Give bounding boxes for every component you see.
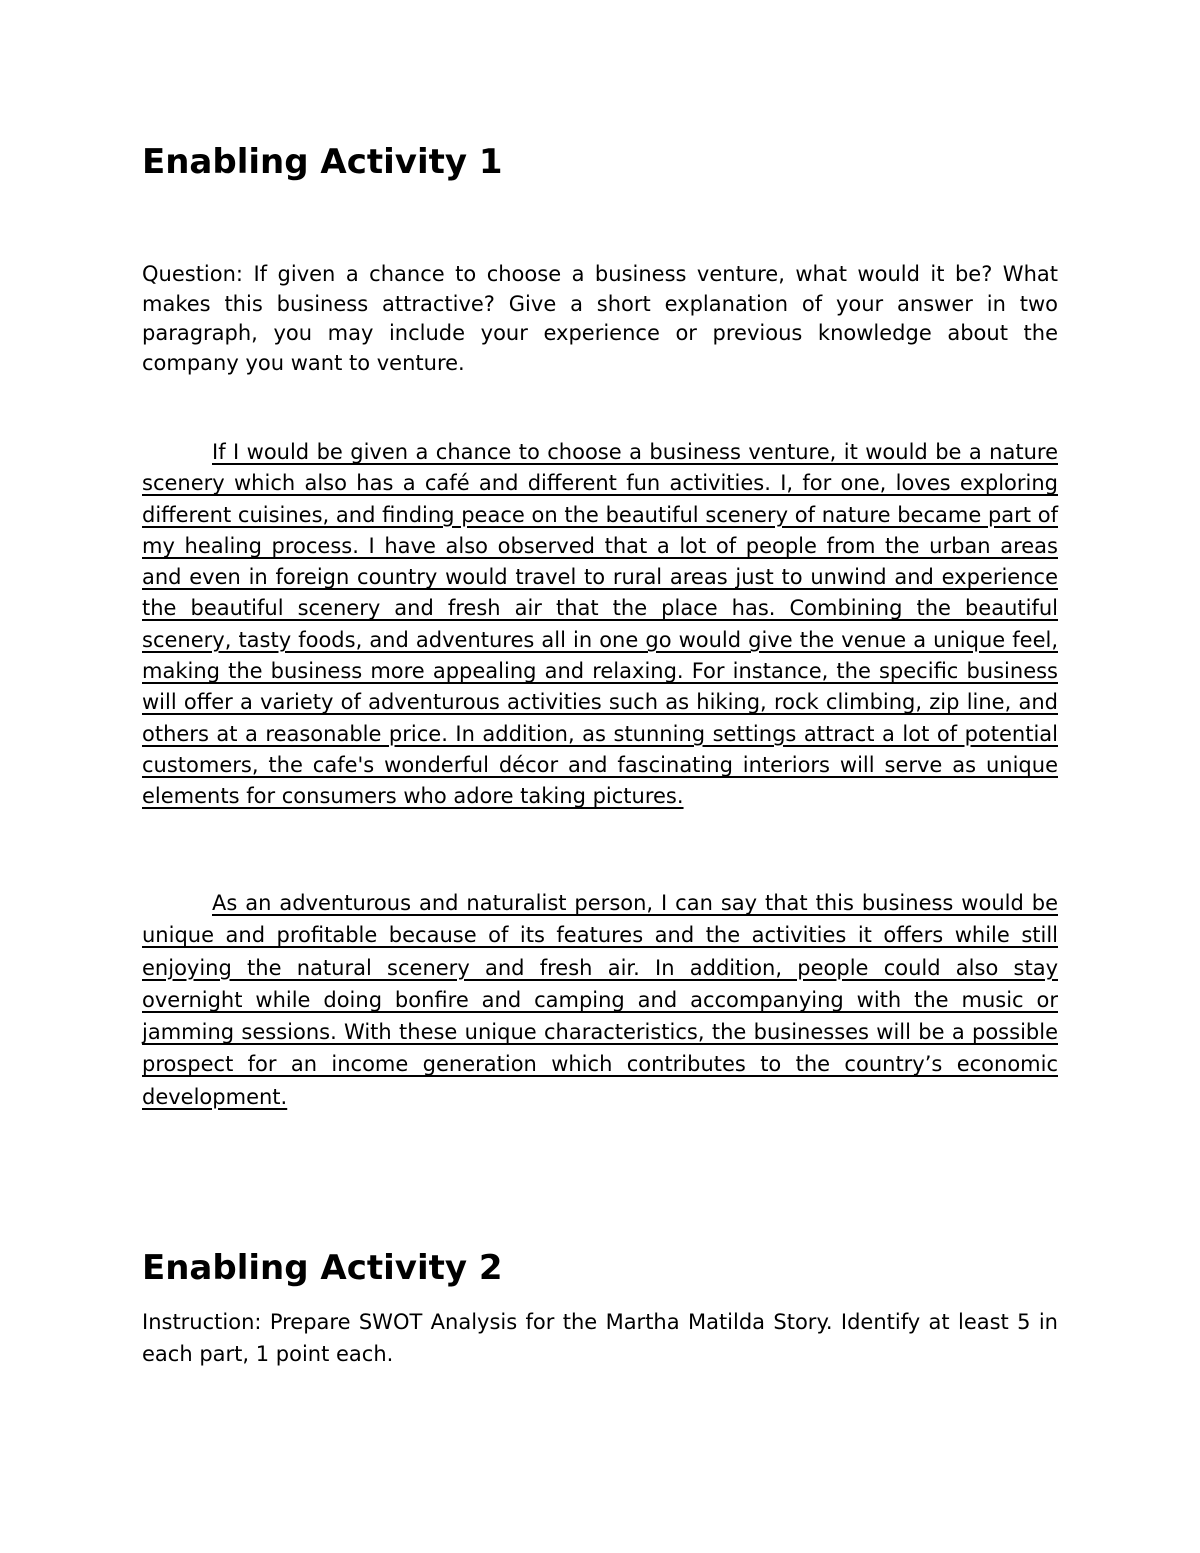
activity-2-instruction: Instruction: Prepare SWOT Analysis for the Martha Matilda Story. Identify at least 5 in each part, 1 point each. bbox=[142, 1310, 1058, 1366]
activity-1-question: Question: If given a chance to choose a business venture, what would it be? What makes this business attractive? Give a short explanation of your answer in two paragraph, you may include your experience or previous knowledge about the company you want to venture. bbox=[142, 262, 1058, 375]
answer-paragraph-1: If I would be given a chance to choose a business venture, it would be a nature scenery which also has a café and different fun activities. I, for one, loves exploring different cuisines, and finding peace on the beautiful scenery of nature became part of my healing process. I have also observed that a lot of people from the urban areas and even in foreign country would travel to rural areas just to unwind and experience the beautiful scenery and fresh air that the place has. Combining the beautiful scenery, tasty foods, and adventures all in one go would give the venue a unique feel, making the business more appealing and relaxing. For instance, the specific business will offer a variety of adventurous activities such as hiking, rock climbing, zip line, and others at a reasonable price. In addition, as stunning settings attract a lot of potential customers, the cafe's wonderful décor and fascinating interiors will serve as unique elements for consumers who adore taking pictures. bbox=[142, 440, 1058, 809]
activity-1-heading: Enabling Activity 1 bbox=[142, 142, 503, 182]
activity-2-heading: Enabling Activity 2 bbox=[142, 1248, 503, 1288]
answer-paragraph-2: As an adventurous and naturalist person, I can say that this business would be unique and profitable because of its features and the activities it offers while still enjoying the natural scenery and fresh air. In addition, people could also stay overnight while doing bonfire and camping and accompanying with the music or jamming sessions. With these unique characteristics, the businesses will be a possible prospect for an income generation which contributes to the country’s economic development. bbox=[142, 891, 1058, 1109]
